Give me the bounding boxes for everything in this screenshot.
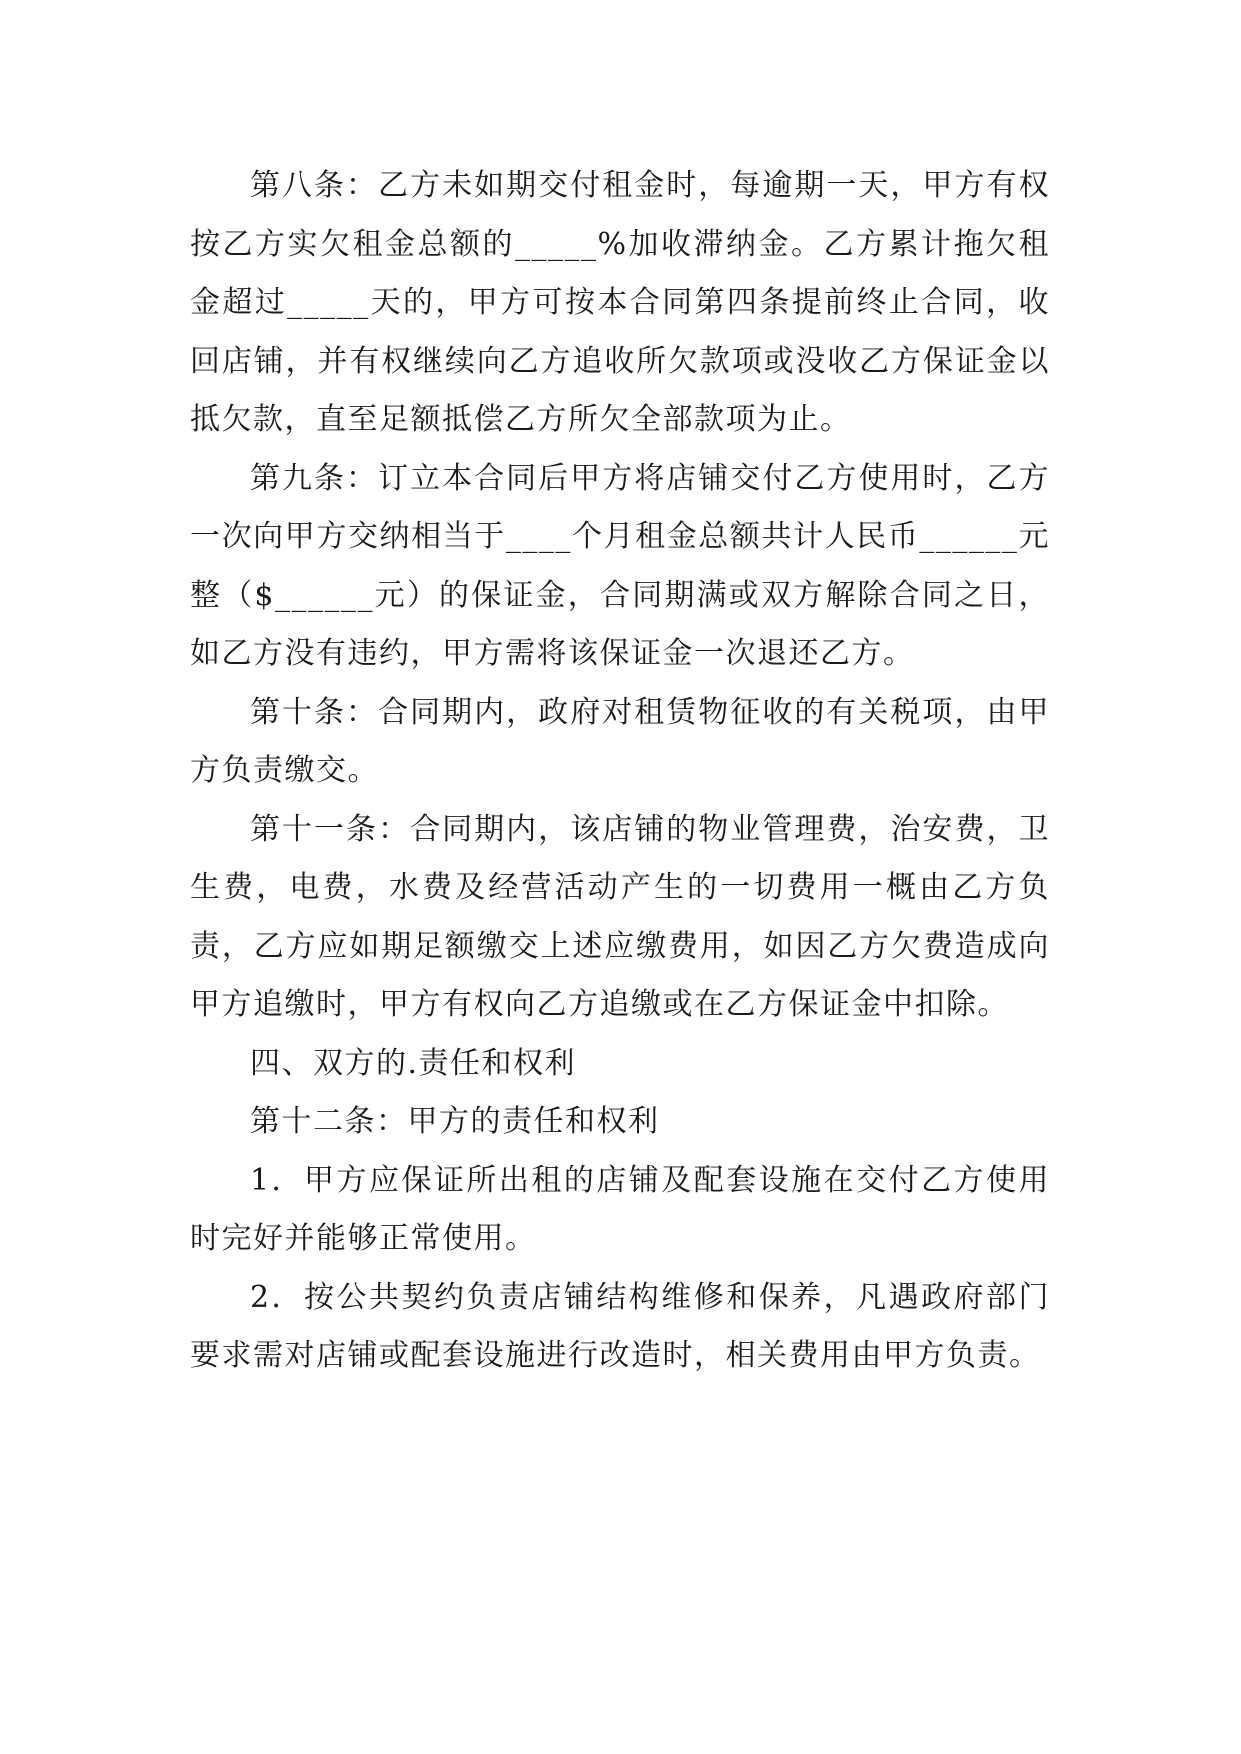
clause-11-paragraph: 第十一条：合同期内，该店铺的物业管理费，治安费，卫生费，电费，水费及经营活动产生的一切费用一概由乙方负责，乙方应如期足额缴交上述应缴费用，如因乙方欠费造成向甲方追缴时，甲方有权向乙方追缴或在乙方保证金中扣除。 bbox=[190, 811, 1050, 1022]
clause-12-heading: 第十二条：甲方的责任和权利 bbox=[250, 1104, 660, 1139]
clause-9-paragraph: 第九条：订立本合同后甲方将店铺交付乙方使用时，乙方一次向甲方交纳相当于____个月租金总额共计人民币______元整（$______元）的保证金，合同期满或双方解除合同之日，如乙方没有违约，甲方需将该保证金一次退还乙方。 bbox=[190, 460, 1050, 671]
clause-12-item-2: 2．按公共契约负责店铺结构维修和保养，凡遇政府部门要求需对店铺或配套设施进行改造时，相关费用由甲方负责。 bbox=[190, 1279, 1050, 1373]
clause-10-paragraph: 第十条：合同期内，政府对租赁物征收的有关税项，由甲方负责缴交。 bbox=[190, 694, 1050, 788]
section-4-heading: 四、双方的.责任和权利 bbox=[250, 1045, 577, 1081]
clause-8-paragraph: 第八条：乙方未如期交付租金时，每逾期一天，甲方有权按乙方实欠租金总额的_____%加收滞纳金。乙方累计拖欠租金超过_____天的，甲方可按本合同第四条提前终止合同，收回店铺，并有权继续向乙方追收所欠款项或没收乙方保证金以抵欠款，直至足额抵偿乙方所欠全部款项为止。 bbox=[190, 168, 1050, 437]
document-body bbox=[190, 157, 1050, 1386]
clause-12-item-1: 1．甲方应保证所出租的店铺及配套设施在交付乙方使用时完好并能够正常使用。 bbox=[190, 1162, 1050, 1256]
